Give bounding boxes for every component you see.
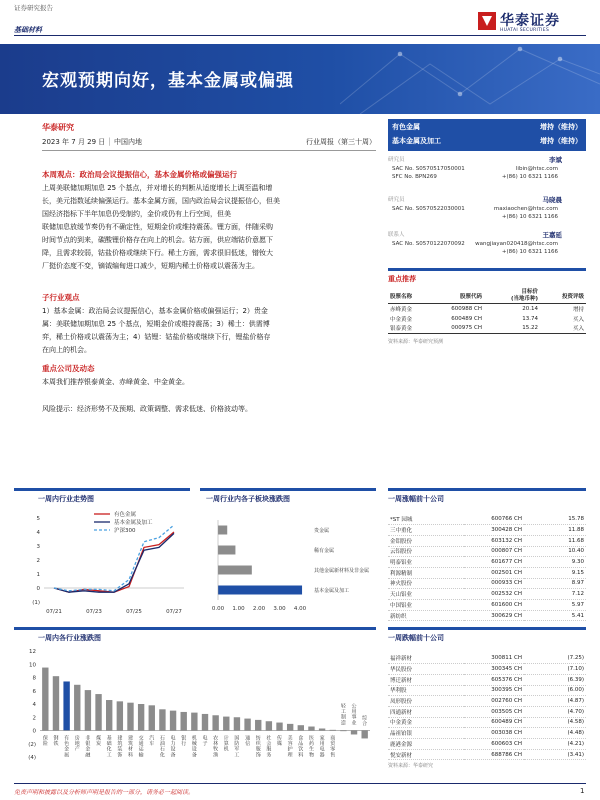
table-row	[388, 739, 586, 750]
analyst-sfc: SFC No. BPN269	[392, 174, 437, 180]
cell: 神火股份	[388, 578, 464, 589]
bar	[287, 724, 293, 731]
category-label: 建筑装饰	[117, 735, 123, 759]
cell: 9.15	[524, 567, 586, 578]
category-label: 商贸零售	[330, 735, 336, 759]
cell: 三中重化	[388, 525, 464, 536]
summary-heading: 本周观点：政治局会议提振信心，基本金属价格或偏强运行	[42, 170, 237, 179]
y-tick-label: 6	[32, 688, 36, 695]
category-label: 公用事业	[351, 703, 357, 727]
category-label: 石油石化	[159, 735, 165, 759]
cell: 002532 CH	[464, 589, 524, 600]
page-number: 1	[580, 787, 585, 795]
analyst-phone: +(86) 10 6321 1166	[501, 249, 558, 255]
category-label: 美容护理	[287, 735, 293, 759]
table-row	[388, 514, 586, 525]
cell: 002760 CH	[464, 696, 524, 707]
y-tick-label: (1)	[32, 600, 40, 606]
category-label: 农林牧渔	[213, 735, 219, 759]
bar	[298, 725, 304, 730]
summary-body	[42, 182, 376, 273]
category-label: 建筑材料	[127, 735, 133, 759]
cell: 601677 CH	[464, 557, 524, 568]
section-bar	[388, 268, 586, 271]
category-label: 综合	[362, 715, 368, 728]
cell: 凤形股份	[388, 696, 464, 707]
series-line	[54, 532, 174, 592]
category-label: 钢铁	[53, 735, 59, 748]
subindustry-line: 弈，稀土价格或以震荡为主；4）钴锂：钴盐价格或继续下行，锂盐价格存	[42, 333, 271, 341]
cell: 003505 CH	[464, 706, 524, 717]
cell: 603132 CH	[464, 535, 524, 546]
report-title: 宏观预期向好，基本金属或偏强	[42, 71, 294, 91]
cell: (4.21)	[524, 739, 586, 750]
col-header: 股票名称	[390, 294, 413, 300]
cell: 000933 CH	[464, 578, 524, 589]
x-tick-label: 1.00	[232, 606, 245, 612]
y-tick-label: 3	[36, 544, 40, 550]
bar	[361, 731, 367, 739]
col-header: 目标价 (当地币种)	[510, 289, 538, 302]
category-label: 交通运输	[138, 735, 144, 759]
analyst-name: 王嘉延	[542, 231, 562, 239]
table-row	[388, 728, 586, 739]
cell: 600489 CH	[464, 717, 524, 728]
table-row	[388, 674, 586, 685]
banner-decoration	[340, 44, 600, 114]
report-category: 证券研究报告	[14, 4, 53, 12]
chart-industry-heading: 一周内各行业涨跌图	[38, 634, 101, 642]
bar	[255, 720, 261, 731]
analyst-phone: +(86) 10 6321 1166	[501, 214, 558, 220]
cell: 601600 CH	[464, 600, 524, 611]
section-bar	[388, 627, 586, 630]
cell: 中金黄金	[388, 717, 464, 728]
summary-line: 长，美元指数延续偏强运行。基本金属方面，国内政治局会议提振信心，但美	[42, 197, 280, 205]
bar	[85, 690, 91, 730]
chart-trend-heading: 一周内行业走势图	[38, 495, 94, 503]
report-date: 2023 年 7 月 29 日	[42, 138, 106, 146]
y-tick-label: 2	[32, 715, 36, 722]
analyst-sac: SAC No. S0570517050001	[392, 166, 465, 172]
category-label: 机械设备	[191, 735, 197, 759]
cell: *ST 园城	[388, 514, 464, 525]
category-label: 贵金属	[314, 528, 330, 534]
rating-row	[392, 136, 582, 149]
cell: 600988 CH	[451, 305, 482, 312]
cell: 13.74	[522, 315, 538, 322]
bar	[218, 526, 227, 535]
category-label: 非银金融	[85, 735, 91, 759]
table-row	[388, 557, 586, 568]
category-label: 通信	[245, 735, 251, 748]
source-note: 资料来源：华泰研究预测	[388, 339, 444, 345]
industry-bar-chart	[14, 645, 376, 765]
footer-divider	[14, 783, 586, 784]
bar	[266, 721, 272, 730]
subindustry-body	[42, 305, 376, 357]
cell: (7.25)	[524, 653, 586, 664]
logo-mark-icon	[478, 12, 496, 30]
cell: 11.68	[524, 535, 586, 546]
bar	[223, 717, 229, 731]
top-up-table	[388, 514, 586, 621]
x-tick-label: 3.00	[273, 606, 286, 612]
dynamics-heading: 重点公司及动态	[42, 364, 95, 373]
report-region: 中国内地	[114, 138, 142, 146]
table-row	[388, 664, 586, 675]
cell: 晶祖铂银	[388, 728, 464, 739]
cell: 买入	[572, 316, 584, 323]
cell: 银泰黄金	[390, 326, 413, 333]
top-up-heading: 一周涨幅前十公司	[388, 495, 444, 503]
table-row	[388, 653, 586, 664]
analyst-sac: SAC No. S0570522030001	[392, 206, 465, 212]
y-tick-label: (4)	[28, 755, 36, 761]
analyst-role: 研究员	[388, 157, 405, 163]
category-label: 汽车	[149, 735, 155, 748]
bar	[127, 703, 133, 731]
cell: 605376 CH	[464, 674, 524, 685]
meta-divider	[42, 150, 376, 151]
report-type: 行业周报（第三十周）	[306, 138, 376, 146]
cell: (7.10)	[524, 664, 586, 675]
bar	[149, 705, 155, 730]
category-label: 纺织服饰	[255, 735, 261, 759]
trend-line-chart	[14, 508, 194, 620]
cell: 悦安新材	[388, 749, 464, 760]
title-banner	[0, 44, 600, 114]
cell: 8.97	[524, 578, 586, 589]
cell: 增持	[572, 306, 584, 313]
cell: 300811 CH	[464, 653, 524, 664]
bar	[218, 586, 302, 595]
table-row	[388, 546, 586, 557]
y-tick-label: 0	[32, 728, 36, 735]
cell: 华利股	[388, 685, 464, 696]
analyst-role: 联系人	[388, 232, 405, 238]
analyst-email[interactable]: wangjiayan020418@htsc.com	[475, 241, 558, 247]
category-label: 食品饮料	[298, 735, 304, 759]
bar	[308, 727, 314, 731]
y-tick-label: 2	[36, 558, 40, 564]
cell: 5.41	[524, 610, 586, 621]
table-row	[388, 589, 586, 600]
subindustry-line: 在向上的机会。	[42, 346, 91, 354]
cell: 9.30	[524, 557, 586, 568]
summary-line: 时间节点的到来，碳酸锂价格存在向上的机会。钴方面，供应端钴价意愿下	[42, 236, 273, 244]
category-label: 有色金属	[64, 735, 70, 759]
category-label: 保险	[42, 735, 48, 748]
cell: 10.40	[524, 546, 586, 557]
cell: 中金黄金	[390, 316, 413, 323]
bar	[218, 546, 235, 555]
rating-industry: 基本金属及加工	[392, 137, 441, 145]
x-tick-label: 4.00	[293, 606, 307, 612]
footer-disclaimer: 免责声明和披露以及分析师声明是报告的一部分，请务必一起阅读。	[14, 789, 195, 796]
y-tick-label: 12	[29, 649, 36, 655]
cell: (4.48)	[524, 728, 586, 739]
x-tick-label: 07/25	[126, 609, 142, 615]
bar	[234, 717, 240, 730]
summary-line: 降，且需求较弱，钴盐价格或继续下行。稀土方面，需求很旧低迷，镨钕大	[42, 249, 273, 257]
bar	[106, 700, 112, 730]
org-name: 华泰研究	[42, 123, 74, 132]
bar	[170, 711, 176, 731]
bar	[159, 709, 165, 730]
table-row	[388, 600, 586, 611]
table-row	[388, 685, 586, 696]
x-tick-label: 07/27	[166, 609, 182, 615]
cell: 天山铝业	[388, 589, 464, 600]
rating-box	[388, 119, 586, 151]
cell: (4.58)	[524, 717, 586, 728]
cell: 11.88	[524, 525, 586, 536]
cell: 000975 CH	[451, 325, 482, 332]
analyst-block	[388, 230, 586, 255]
cell: 四通新材	[388, 706, 464, 717]
y-tick-label: 5	[36, 516, 40, 522]
cell: 福祥新材	[388, 653, 464, 664]
report-meta: 2023 年 7 月 29 日 │ 中国内地 行业周报（第三十周）	[42, 138, 376, 146]
recommend-table	[388, 289, 586, 334]
cell: 300428 CH	[464, 525, 524, 536]
cell: (6.39)	[524, 674, 586, 685]
subindustry-line: 属：美联储加期加息 25 个基点，短期金价或维持震荡；3）稀土：供需博	[42, 320, 270, 328]
source-note: 资料来源：华泰研究	[388, 763, 434, 769]
y-tick-label: 0	[36, 586, 40, 592]
cell: 600489 CH	[451, 315, 482, 322]
bar	[244, 719, 250, 731]
category-label: 电子	[202, 735, 208, 748]
category-label: 稀有金属	[314, 548, 335, 554]
sector-label: 基础材料	[14, 26, 42, 34]
cell: 688786 CH	[464, 749, 524, 760]
cell: 鹿港金源	[388, 739, 464, 750]
series-line	[54, 525, 174, 591]
category-label: 轻工制造	[340, 703, 346, 727]
category-label: 计算机	[223, 735, 229, 753]
bar	[74, 685, 80, 731]
analyst-role: 研究员	[388, 197, 405, 203]
analyst-block	[388, 155, 586, 180]
col-header: 股票代码	[459, 294, 482, 300]
logo-text-en: HUATAI SECURITIES	[500, 28, 550, 33]
col-header: 投资评级	[561, 294, 584, 300]
x-tick-label: 07/21	[46, 609, 62, 615]
table-header-row	[388, 289, 586, 304]
y-tick-label: 1	[36, 572, 40, 578]
cell: 5.97	[524, 600, 586, 611]
subindustry-heading: 子行业观点	[42, 293, 80, 302]
analyst-name: 李斌	[549, 156, 562, 164]
bar	[42, 668, 48, 731]
category-label: 银行	[181, 735, 187, 748]
summary-line: 厂挺价态度不变，镝钺编甸进口减少，短期内稀土价格或以震荡为主。	[42, 262, 259, 270]
y-tick-label: 8	[32, 675, 36, 682]
risk-warning: 风险提示：经济形势不及预期、政策调整、需求低迷、价格波动等。	[42, 405, 252, 413]
bar	[63, 681, 69, 730]
legend-label: 基本金属及加工	[114, 520, 153, 526]
table-row	[388, 535, 586, 546]
x-tick-label: 07/23	[86, 609, 102, 615]
summary-line: 国经济指标下半年加息仍受制约，金价或仍有上行空间，但美	[42, 210, 231, 218]
rating-value: 增持（维持）	[540, 123, 582, 131]
legend-label: 有色金属	[114, 512, 137, 518]
section-bar	[14, 627, 376, 630]
cell: 000807 CH	[464, 546, 524, 557]
cell: 新纺织	[388, 610, 464, 621]
cell: 20.14	[522, 305, 538, 312]
analyst-email[interactable]: libin@htsc.com	[515, 166, 558, 172]
cell: 7.12	[524, 589, 586, 600]
cell: 中国铝业	[388, 600, 464, 611]
category-label: 基础化工	[106, 735, 112, 759]
cell: 15.78	[524, 514, 586, 525]
cell: 金钼股份	[388, 535, 464, 546]
analyst-phone: +(86) 10 6321 1166	[501, 174, 558, 180]
category-label: 基本金属及加工	[314, 588, 350, 594]
top-down-heading: 一周跌幅前十公司	[388, 634, 444, 642]
cell: 15.22	[522, 325, 538, 332]
bar	[191, 713, 197, 731]
table-row	[388, 567, 586, 578]
bar	[117, 701, 123, 730]
table-row	[388, 578, 586, 589]
category-label: 电力设备	[170, 735, 176, 759]
category-label: 其他金属新材料及非金属	[314, 568, 370, 574]
cell: 003038 CH	[464, 728, 524, 739]
rating-row	[392, 122, 582, 135]
category-label: 传媒	[277, 735, 283, 748]
cell: 600766 CH	[464, 514, 524, 525]
table-row	[388, 706, 586, 717]
bar	[218, 566, 252, 575]
table-row	[388, 314, 586, 324]
chart-sub-heading: 一周行业内各子板块涨跌图	[206, 495, 290, 503]
subindustry-line: 1）基本金属：政治局会议提振信心，基本金属价格或偏强运行；2）贵金	[42, 307, 268, 315]
cell: 买入	[572, 326, 584, 333]
cell: 博迁新材	[388, 674, 464, 685]
bar	[95, 694, 101, 730]
cell: 利源精制	[388, 567, 464, 578]
dynamics-body: 本周我们推荐银泰黄金、赤峰黄金、中金黄金。	[42, 378, 189, 386]
analyst-name: 马晓晨	[542, 196, 562, 204]
cell: 300395 CH	[464, 685, 524, 696]
category-label: 社会服务	[266, 735, 272, 759]
bar	[202, 714, 208, 731]
bar	[138, 704, 144, 731]
recommend-heading: 重点推荐	[388, 275, 416, 283]
cell: 002501 CH	[464, 567, 524, 578]
cell: (4.87)	[524, 696, 586, 707]
series-line	[54, 533, 174, 592]
cell: 300629 CH	[464, 610, 524, 621]
legend-label: 沪深300	[114, 528, 136, 534]
table-row	[388, 610, 586, 621]
category-label: 医药生物	[308, 735, 314, 759]
analyst-email[interactable]: maxiaochen@htsc.com	[493, 206, 558, 212]
cell: 300345 CH	[464, 664, 524, 675]
company-logo	[478, 10, 588, 38]
summary-line: 联储加息放缓节奏仍有不确定性，短期金价或维持震荡。锂方面，伴随采购	[42, 223, 273, 231]
summary-line: 上周美联储加期加息 25 个基点，并对增长的判断从适度增长上调至温和增	[42, 184, 273, 192]
cell: (3.41)	[524, 749, 586, 760]
cell: (6.00)	[524, 685, 586, 696]
y-tick-label: 4	[32, 702, 36, 708]
y-tick-label: 4	[36, 530, 40, 536]
section-bar	[388, 488, 586, 491]
rating-industry: 有色金属	[392, 123, 420, 131]
table-row	[388, 696, 586, 707]
y-tick-label: (2)	[28, 741, 36, 748]
category-label: 煤炭	[96, 735, 102, 748]
cell: 600603 CH	[464, 739, 524, 750]
category-label: 国防军工	[234, 735, 240, 759]
section-bar	[200, 488, 376, 491]
x-tick-label: 2.00	[252, 606, 266, 612]
cell: 华民股份	[388, 664, 464, 675]
cell: 明泰铝业	[388, 557, 464, 568]
category-label: 房地产	[74, 735, 80, 753]
bar	[351, 731, 357, 735]
bar	[212, 715, 218, 730]
rating-value: 增持（维持）	[540, 137, 582, 145]
table-row	[388, 304, 586, 314]
cell: 云铝股份	[388, 546, 464, 557]
table-row	[388, 525, 586, 536]
section-bar	[14, 488, 190, 491]
cell: 赤峰黄金	[390, 306, 413, 313]
bar	[319, 729, 325, 731]
bar	[181, 712, 187, 731]
table-row	[388, 717, 586, 728]
bar	[53, 676, 59, 730]
bar	[276, 723, 282, 731]
table-row	[388, 324, 586, 334]
logo-text-cn: 华泰证券	[500, 13, 560, 29]
analyst-block	[388, 195, 586, 220]
x-tick-label: 0.00	[211, 606, 225, 612]
subsector-bar-chart	[200, 508, 380, 620]
category-label: 家用电器	[319, 735, 325, 759]
top-down-table	[388, 653, 586, 760]
table-row	[388, 749, 586, 760]
y-tick-label: 10	[29, 662, 36, 669]
analyst-sac: SAC No. S0570122070092	[392, 241, 465, 247]
cell: (4.70)	[524, 706, 586, 717]
